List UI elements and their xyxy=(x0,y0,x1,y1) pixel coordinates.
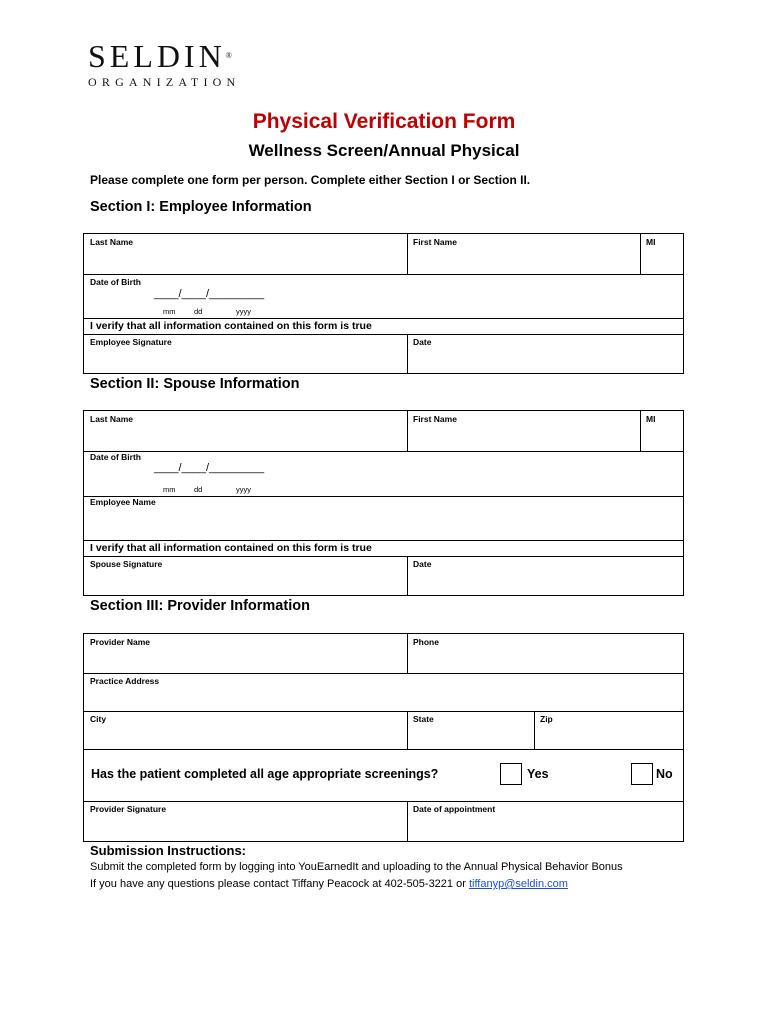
s1-verify-statement: I verify that all information contained on this form is true xyxy=(90,320,372,332)
instructions-line1: Submit the completed form by logging into YouEarnedIt and uploading to the Annual Physical Behavior Bonus xyxy=(90,861,623,873)
intro-text: Please complete one form per person. Complete either Section I or Section II. xyxy=(90,173,531,187)
s2-dob-blank: ____/____/_________ xyxy=(154,462,265,474)
section1-heading: Section I: Employee Information xyxy=(90,199,312,215)
s2-dob-dd: dd xyxy=(194,485,203,494)
section1-table xyxy=(83,233,684,374)
contact-text: If you have any questions please contact Tiffany Peacock at 402-505-3221 or xyxy=(90,878,469,890)
s1-first-name-field[interactable] xyxy=(407,234,640,274)
instructions-line2 xyxy=(90,878,568,890)
s2-dob-yyyy: yyyy xyxy=(236,485,251,494)
yes-label: Yes xyxy=(527,767,549,781)
s1-dob-yyyy: yyyy xyxy=(236,307,251,316)
no-label: No xyxy=(656,767,673,781)
s2-dob-label: Date of Birth xyxy=(90,452,141,462)
s2-employee-name-label: Employee Name xyxy=(90,497,156,507)
s1-dob-blank: ____/____/_________ xyxy=(154,288,265,300)
email-link[interactable]: tiffanyp@seldin.com xyxy=(468,878,568,890)
city-label: City xyxy=(90,714,107,724)
s2-dob-mm: mm xyxy=(163,485,176,494)
s1-dob-label: Date of Birth xyxy=(90,277,141,287)
form-title: Physical Verification Form xyxy=(252,110,516,133)
logo-wordmark: SELDIN xyxy=(88,38,226,74)
appointment-date-label: Date of appointment xyxy=(413,804,496,814)
screenings-question: Has the patient completed all age appropriate screenings? xyxy=(91,767,439,781)
provider-name-field[interactable] xyxy=(84,634,407,673)
instructions-heading: Submission Instructions: xyxy=(90,843,247,858)
screenings-question-row xyxy=(84,749,683,801)
s2-last-name-label: Last Name xyxy=(90,414,133,424)
s1-first-name-label: First Name xyxy=(413,237,457,247)
section2-table xyxy=(83,410,684,596)
s2-signature-field[interactable] xyxy=(84,556,407,595)
state-field[interactable] xyxy=(407,711,534,749)
provider-signature-field[interactable] xyxy=(84,801,407,841)
s1-date-field[interactable] xyxy=(407,334,683,373)
section3-heading: Section III: Provider Information xyxy=(90,598,310,614)
s1-mi-label: MI xyxy=(646,237,656,247)
s1-signature-field[interactable] xyxy=(84,334,407,373)
s2-first-name-field[interactable] xyxy=(407,411,640,451)
state-label: State xyxy=(413,714,434,724)
s2-dob-field[interactable] xyxy=(84,451,683,496)
divider xyxy=(84,540,683,541)
seldin-logo xyxy=(88,40,268,90)
s1-signature-label: Employee Signature xyxy=(90,337,172,347)
phone-label: Phone xyxy=(413,637,439,647)
s1-dob-dd: dd xyxy=(194,307,203,316)
yes-checkbox[interactable] xyxy=(500,763,522,785)
s1-last-name-label: Last Name xyxy=(90,237,133,247)
s2-first-name-label: First Name xyxy=(413,414,457,424)
s1-dob-field[interactable] xyxy=(84,274,683,318)
zip-label: Zip xyxy=(540,714,553,724)
no-checkbox[interactable] xyxy=(631,763,653,785)
phone-field[interactable] xyxy=(407,634,683,673)
practice-address-label: Practice Address xyxy=(90,676,160,686)
registered-mark: ® xyxy=(225,51,232,60)
s2-date-label: Date xyxy=(413,559,432,569)
provider-name-label: Provider Name xyxy=(90,637,150,647)
logo-subtitle: ORGANIZATION xyxy=(88,75,241,89)
s2-mi-field[interactable] xyxy=(640,411,683,451)
practice-address-field[interactable] xyxy=(84,673,683,711)
zip-field[interactable] xyxy=(534,711,683,749)
form-subtitle: Wellness Screen/Annual Physical xyxy=(248,141,520,160)
s2-last-name-field[interactable] xyxy=(84,411,407,451)
section3-table xyxy=(83,633,684,842)
s2-mi-label: MI xyxy=(646,414,656,424)
s1-date-label: Date xyxy=(413,337,432,347)
s1-mi-field[interactable] xyxy=(640,234,683,274)
s2-employee-name-field[interactable] xyxy=(84,496,683,540)
s1-dob-mm: mm xyxy=(163,307,176,316)
s2-date-field[interactable] xyxy=(407,556,683,595)
appointment-date-field[interactable] xyxy=(407,801,683,841)
section2-heading: Section II: Spouse Information xyxy=(90,376,300,392)
city-field[interactable] xyxy=(84,711,407,749)
s1-last-name-field[interactable] xyxy=(84,234,407,274)
provider-signature-label: Provider Signature xyxy=(90,804,167,814)
divider xyxy=(84,318,683,319)
s2-signature-label: Spouse Signature xyxy=(90,559,163,569)
s2-verify-statement: I verify that all information contained on this form is true xyxy=(90,542,372,554)
